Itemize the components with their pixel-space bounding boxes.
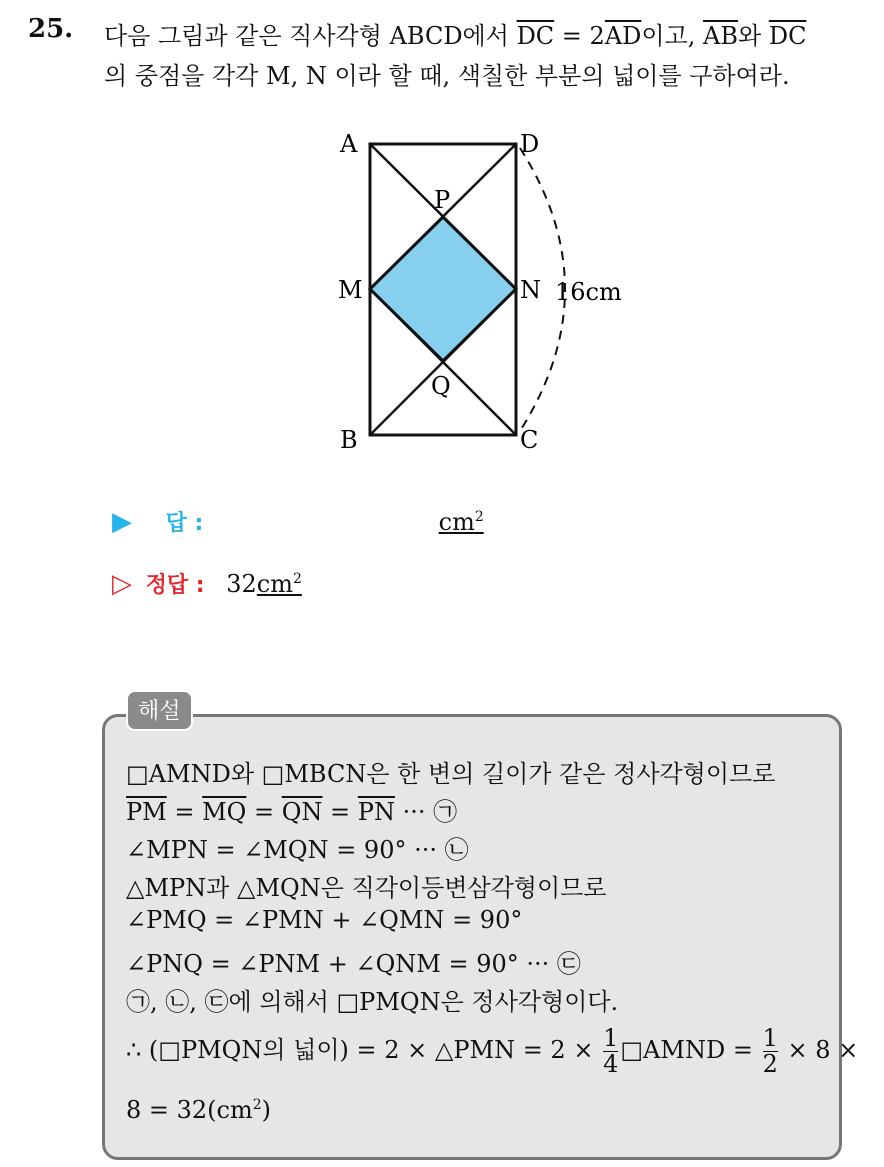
- answer-unit: $cm^2$: [438, 508, 484, 536]
- fraction-one-quarter: $\frac{1}{4}$: [603, 1024, 619, 1079]
- correct-marker-icon: ▷: [112, 569, 132, 599]
- segment-dc: $\overline{DC}$: [768, 22, 807, 50]
- explanation-tag: 해설: [126, 690, 193, 731]
- answer-marker-icon: ▶: [112, 507, 132, 537]
- explanation-line-1: □AMND와 □MBCN은 한 변의 길이가 같은 정사각형이므로: [126, 760, 776, 788]
- label-p: P: [434, 186, 451, 214]
- shaded-square-pmqn: [370, 217, 516, 361]
- question-line-1: [104, 16, 806, 51]
- correct-value: 32: [226, 570, 257, 598]
- question-text: = 2: [554, 22, 605, 50]
- explanation-line-7: ㉠, ㉡, ㉢에 의해서 □PMQN은 정사각형이다.: [126, 988, 619, 1016]
- explanation-line-2: $\overline{PM} = \overline{MQ} = \overline{QN} = \overline{PN}$ ··· ㉠: [126, 798, 458, 826]
- label-b: B: [340, 426, 358, 454]
- geometry-figure: [320, 118, 640, 463]
- question-text: 다음 그림과 같은 직사각형 ABCD에서: [104, 22, 517, 50]
- label-a: A: [340, 130, 358, 158]
- segment-ad: $\overline{AD}$: [604, 22, 642, 50]
- explanation-line-8: ∴ (□PMQN의 넓이) = 2 × △PMN = 2 × $\frac{1}{4}$ □AMND = $\frac{1}{2}$ × 8 ×: [126, 1024, 859, 1079]
- question-text: 이고,: [641, 22, 704, 50]
- explanation-line-5: ∠PMQ = ∠PMN + ∠QMN = 90°: [126, 906, 523, 934]
- question-line-2: 의 중점을 각각 M, N 이라 할 때, 색칠한 부분의 넓이를 구하여라.: [104, 62, 790, 90]
- label-n: N: [520, 276, 541, 304]
- side-length-label: 16cm: [555, 278, 622, 306]
- segment-dc: $\overline{DC}$: [516, 22, 555, 50]
- label-q: Q: [431, 372, 451, 400]
- label-m: M: [338, 276, 363, 304]
- answer-label: 답 :: [165, 511, 204, 536]
- explanation-line-4: △MPN과 △MQN은 직각이등변삼각형이므로: [126, 874, 607, 902]
- segment-ab: $\overline{AB}$: [703, 22, 738, 50]
- correct-answer-row: [112, 568, 302, 599]
- correct-unit: $cm^2$: [256, 570, 302, 598]
- correct-label: 정답 :: [145, 573, 205, 598]
- answer-row: [112, 506, 484, 537]
- label-c: C: [520, 426, 539, 454]
- fraction-one-half: $\frac{1}{2}$: [762, 1024, 778, 1079]
- explanation-line-9: $8 = 32(cm^2)$: [126, 1096, 272, 1124]
- question-number: 25.: [28, 14, 74, 44]
- explanation-line-3: ∠MPN = ∠MQN = 90° ··· ㉡: [126, 836, 469, 864]
- question-text: 와: [738, 22, 769, 50]
- label-d: D: [520, 130, 540, 158]
- explanation-line-6: ∠PNQ = ∠PNM + ∠QNM = 90° ··· ㉢: [126, 950, 581, 978]
